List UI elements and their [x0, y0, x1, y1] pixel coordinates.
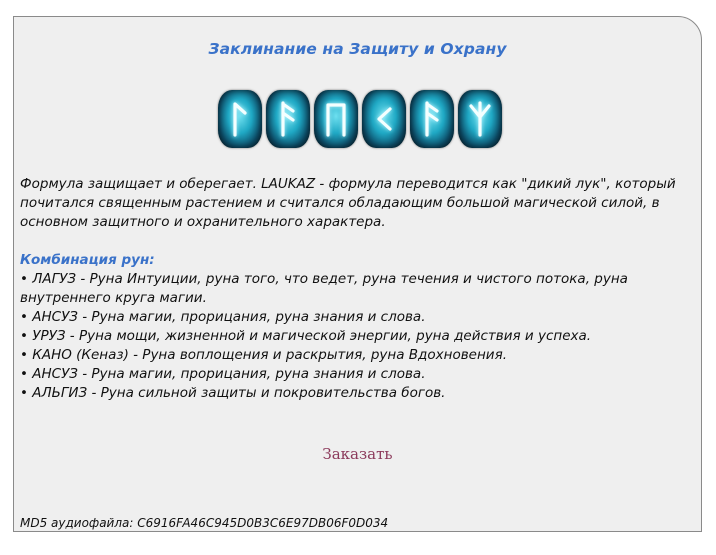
list-item: • АНСУЗ - Руна магии, прорицания, руна знания и слова.: [20, 309, 426, 325]
kano-rune-icon: [362, 90, 406, 148]
spell-panel: [13, 16, 702, 532]
ansuz-rune-icon: [410, 90, 454, 148]
laguz-rune-icon: [218, 90, 262, 148]
rune-combination-list: [20, 270, 689, 403]
page-title: Заклинание на Защиту и Охрану: [208, 40, 507, 58]
order-button[interactable]: Заказать: [322, 445, 393, 463]
rune-stones: [218, 90, 502, 150]
list-item: • КАНО (Кеназ) - Руна воплощения и раскрытия, руна Вдохновения.: [20, 347, 507, 363]
spell-description: Формула защищает и оберегает. LAUKAZ - формула переводится как "дикий лук", который почитался священным растением и считался обладающим большой магической силой, в основном защитного и охранительного характера.: [20, 176, 676, 230]
algiz-rune-icon: [458, 90, 502, 148]
combination-heading: Комбинация рун:: [20, 252, 155, 268]
list-item: • ЛАГУЗ - Руна Интуиции, руна того, что ведет, руна течения и чистого потока, руна внутреннего круга магии.: [20, 271, 628, 306]
ansuz-rune-icon: [266, 90, 310, 148]
md5-hash-text: MD5 аудиофайла: C6916FA46C945D0B3C6E97DB06F0D034: [20, 516, 389, 530]
list-item: • АНСУЗ - Руна магии, прорицания, руна знания и слова.: [20, 366, 426, 382]
list-item: • УРУЗ - Руна мощи, жизненной и магической энергии, руна действия и успеха.: [20, 328, 592, 344]
list-item: • АЛЬГИЗ - Руна сильной защиты и покровительства богов.: [20, 385, 446, 401]
uruz-rune-icon: [314, 90, 358, 148]
